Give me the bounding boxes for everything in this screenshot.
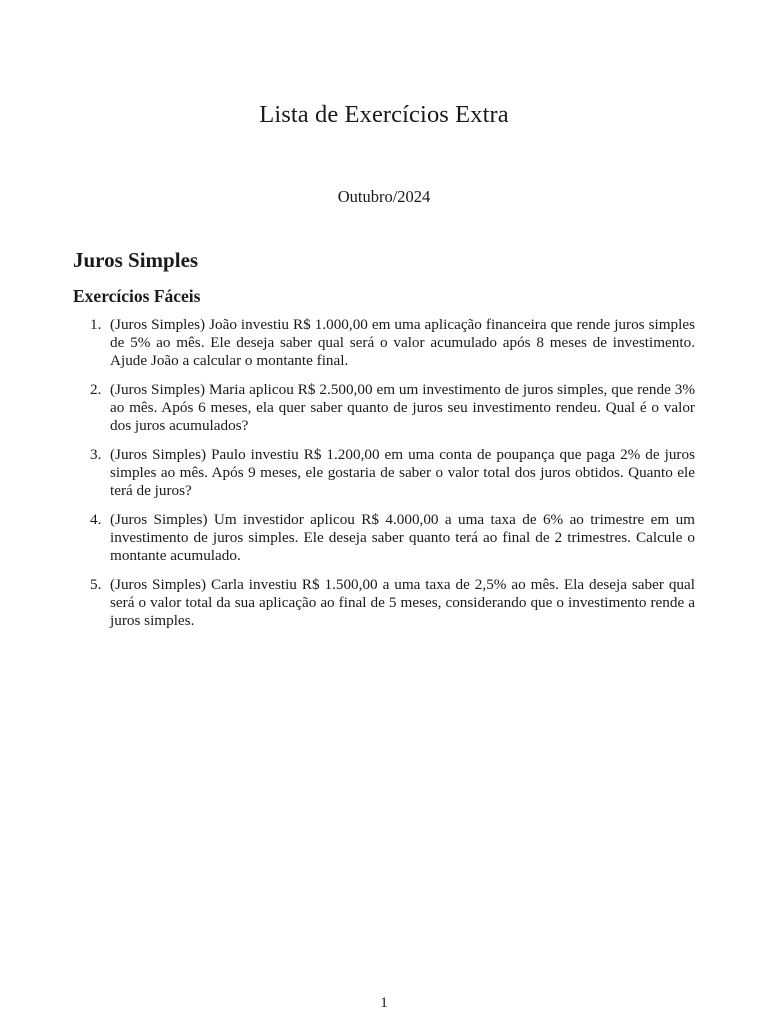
exercise-text: (Juros Simples) Carla investiu R$ 1.500,00 a uma taxa de 2,5% ao mês. Ela deseja saber qual será o valor total da sua aplicação ao final de 5 meses, considerando que o investimento rende a juros simples. <box>110 576 695 629</box>
exercise-text: (Juros Simples) Paulo investiu R$ 1.200,00 em uma conta de poupança que paga 2% de juros simples ao mês. Após 9 meses, ele gostaria de saber o valor total dos juros obtidos. Quanto ele terá de juros? <box>110 446 695 499</box>
exercise-number: 1. <box>90 316 102 333</box>
subsection-heading: Exercícios Fáceis <box>73 286 201 306</box>
section-heading: Juros Simples <box>73 248 199 272</box>
exercise-number: 2. <box>90 381 102 398</box>
exercise-list <box>73 316 695 641</box>
exercise-item <box>73 381 695 435</box>
exercise-text: (Juros Simples) Maria aplicou R$ 2.500,00 em um investimento de juros simples, que rende 3% ao mês. Após 6 meses, ela quer saber quanto de juros seu investimento rendeu. Qual é o valor dos juros acumulados? <box>110 381 695 434</box>
document-date: Outubro/2024 <box>337 187 431 206</box>
exercise-text: (Juros Simples) João investiu R$ 1.000,00 em uma aplicação financeira que rende juros simples de 5% ao mês. Ele deseja saber qual será o valor acumulado após 8 meses de investimento. Ajude João a calcular o montante final. <box>110 316 695 369</box>
page-number: 1 <box>380 995 388 1011</box>
document-title: Lista de Exercícios Extra <box>259 101 509 128</box>
exercise-number: 4. <box>90 511 102 528</box>
exercise-item <box>73 576 695 630</box>
exercise-item <box>73 316 695 370</box>
exercise-item <box>73 446 695 500</box>
exercise-item <box>73 511 695 565</box>
exercise-number: 5. <box>90 576 102 593</box>
exercise-text: (Juros Simples) Um investidor aplicou R$ 4.000,00 a uma taxa de 6% ao trimestre em um investimento de juros simples. Ele deseja saber quanto terá ao final de 2 trimestres. Calcule o montante acumulado. <box>110 511 695 564</box>
exercise-number: 3. <box>90 446 102 463</box>
